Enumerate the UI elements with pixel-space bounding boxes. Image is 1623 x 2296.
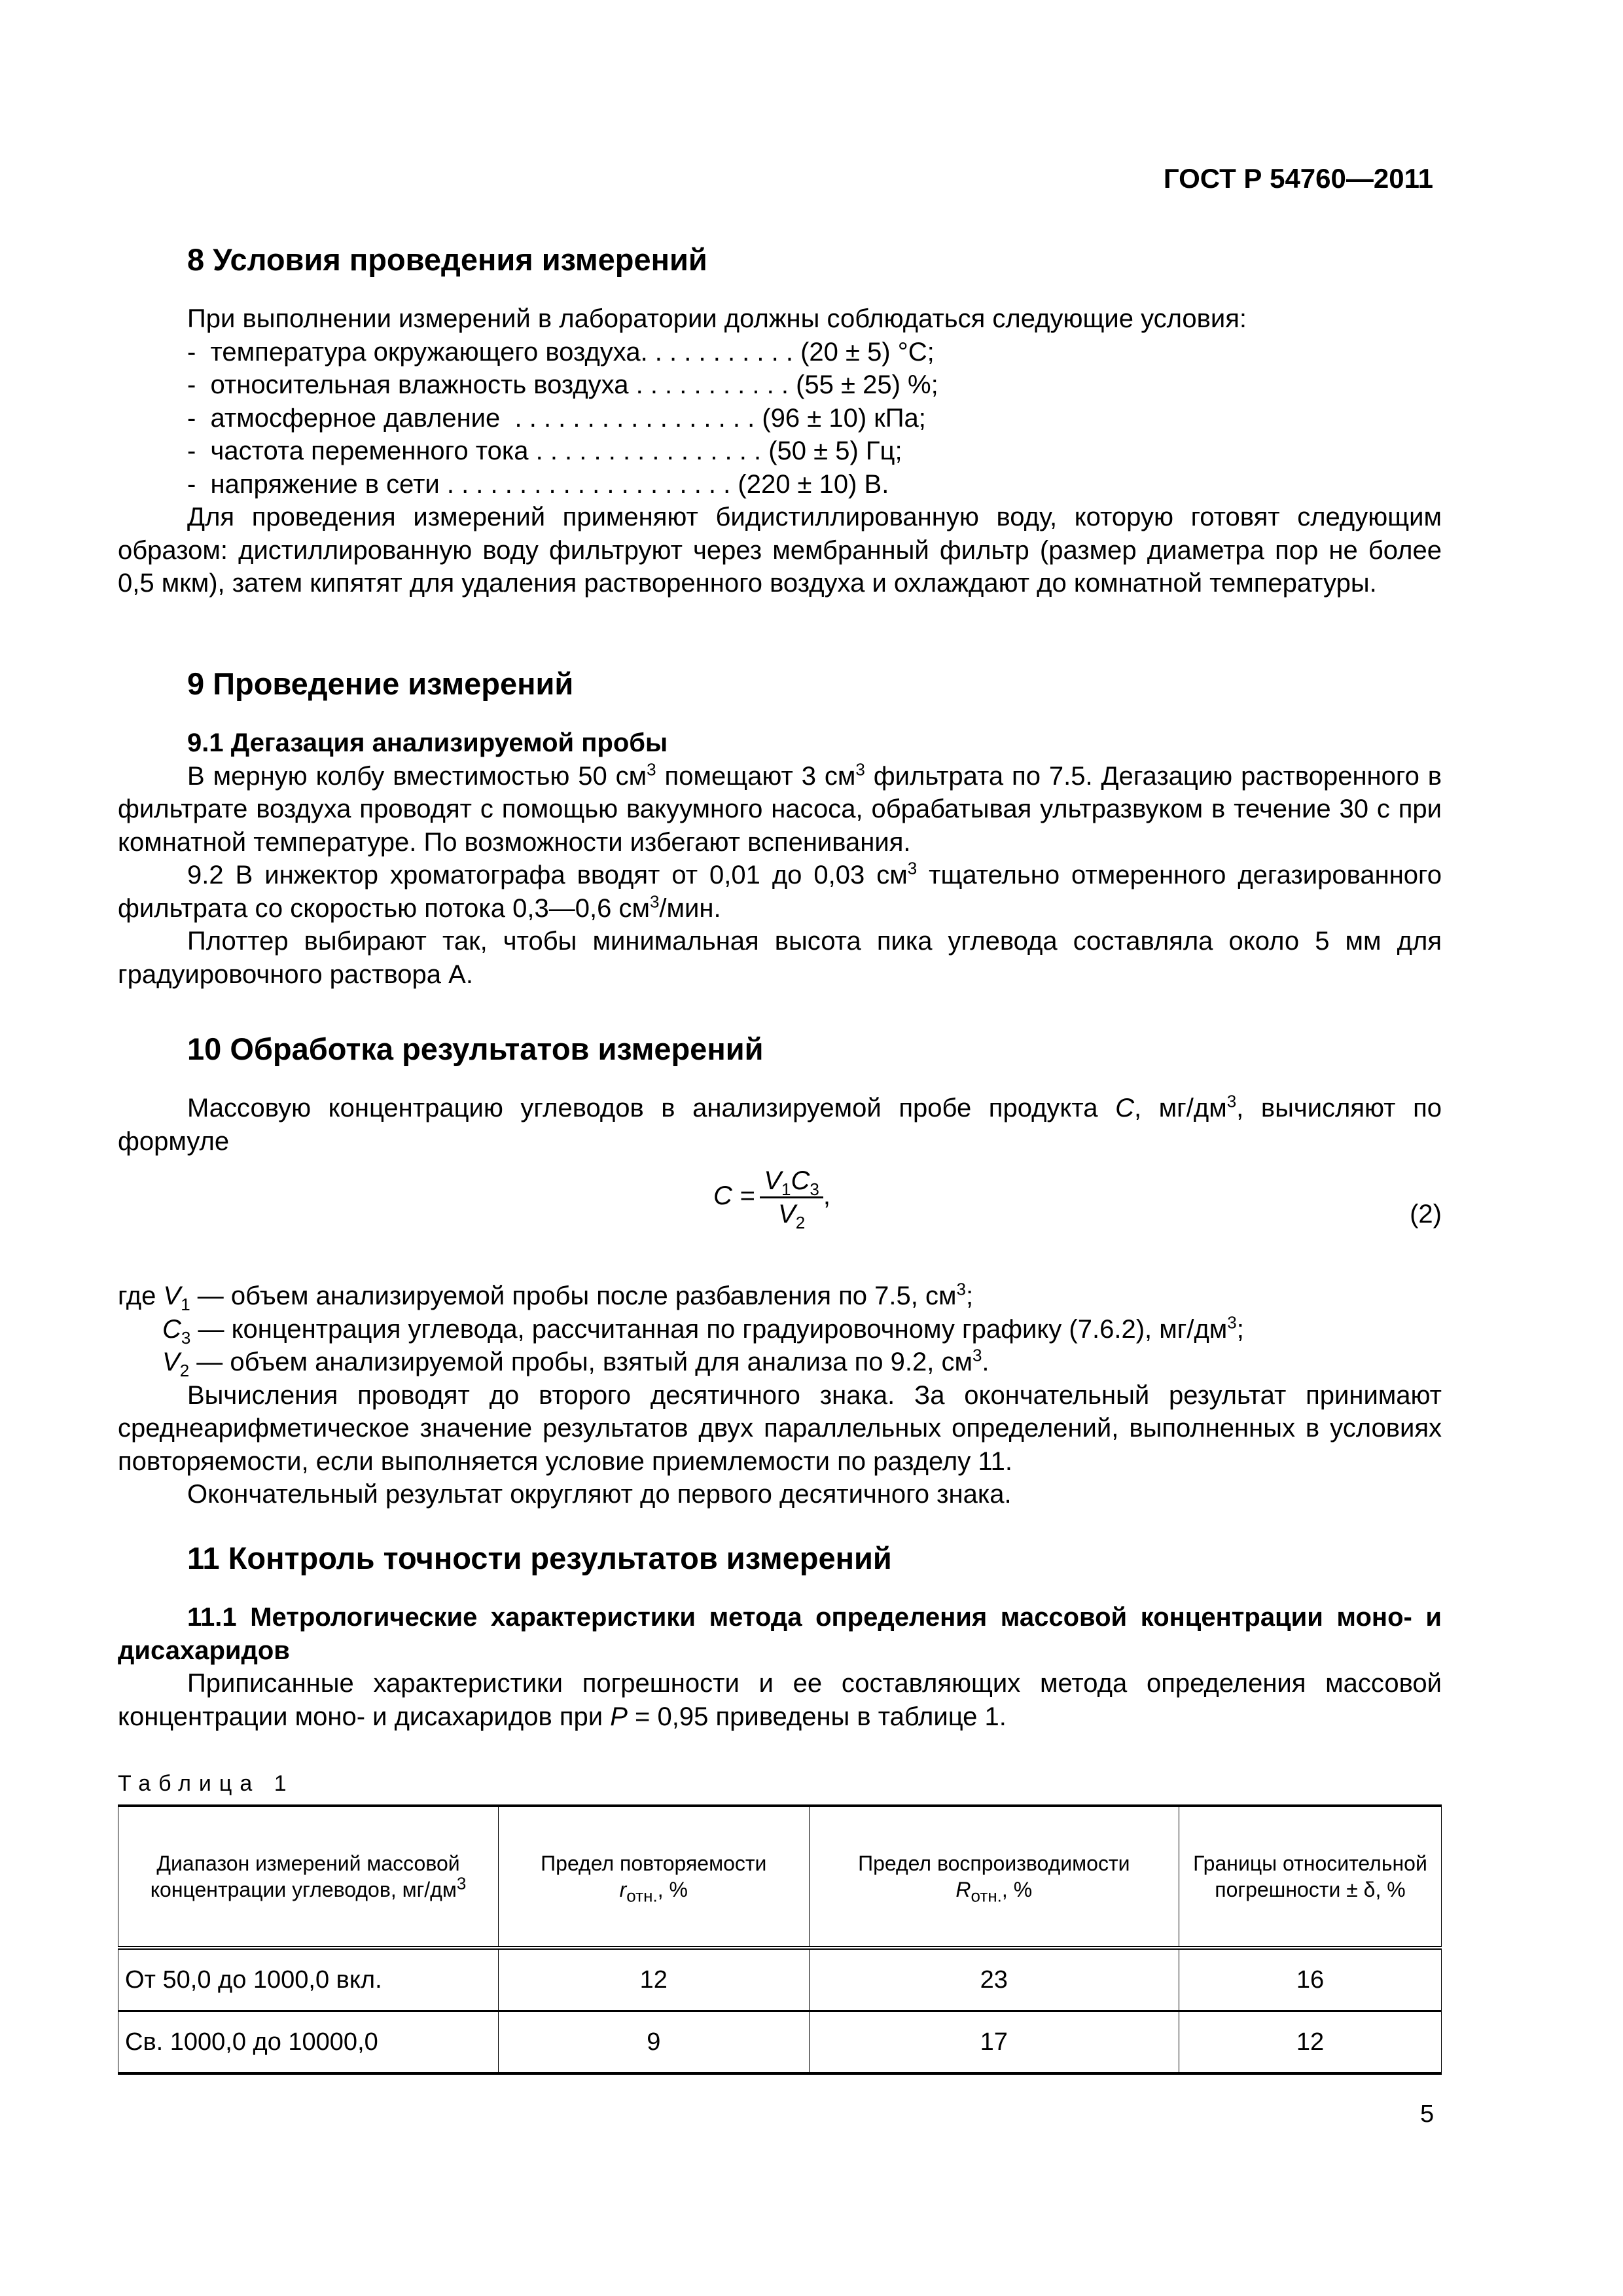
- subsection-title: 11.1 Метрологические характеристики метода определения массовой концентрации моно- и дисахаридов: [118, 1603, 1442, 1665]
- column-header: Предел повторяемости $r_{отн.}$, %: [499, 1806, 810, 1948]
- variable-definition: $C_3$ — концентрация углевода, рассчитанная по градуировочному графику (7.6.2), $мг/дм^3$;: [162, 1312, 1244, 1348]
- intro: При выполнении измерений в лаборатории должны соблюдаться следующие условия:: [187, 304, 1247, 333]
- table-cell: 12: [499, 1948, 810, 2011]
- table-cell: От 50,0 до 1000,0 вкл.: [118, 1948, 499, 2011]
- table-cell: 16: [1179, 1948, 1442, 2011]
- paragraph: Массовую концентрацию углеводов в анализируемой пробе продукта С, $мг/дм^3$, вычисляют по формуле: [118, 1091, 1442, 1156]
- paragraph: В мерную колбу вместимостью 50 $см^3$ помещают 3 $см^3$ фильтрата по 7.5. Дегазацию растворенного в фильтрате воздуха проводят с помощью вакуумного насоса, обрабатывая ультразвуком в течение 30 с при комнатной температуре. По возможности избегают вспенивания.: [118, 759, 1442, 857]
- table-cell: 23: [809, 1948, 1179, 2011]
- paragraph: Приписанные характеристики погрешности и ее составляющих метода определения массовой концентрации моно- и дисахаридов при Р = 0,95 приведены в таблице 1.: [118, 1669, 1442, 1731]
- section-9-body: [118, 726, 1442, 991]
- section-10-intro: [118, 1092, 1442, 1158]
- table-cell: Св. 1000,0 до 10000,0: [118, 2011, 499, 2074]
- table-cell: 17: [809, 2011, 1179, 2074]
- section-10-title: 10 Обработка результатов измерений: [187, 1031, 764, 1066]
- variable-definition: где $V_1$ — объем анализируемой пробы после разбавления по 7.5, $см^3$;: [118, 1279, 974, 1314]
- page-number: 5: [1420, 2100, 1435, 2128]
- section-9-title: 9 Проведение измерений: [187, 666, 574, 701]
- document-header: ГОСТ Р 54760—2011: [1163, 163, 1433, 194]
- equation-number: (2): [1410, 1200, 1442, 1229]
- paragraph: Вычисления проводят до второго десятичного знака. За окончательный результат принимают среднеарифметическое значение результатов двух параллельных определений, выполненных в условиях повторяемости, если выполняется условие приемлемости по разделу 11.: [118, 1380, 1442, 1476]
- condition-item: - частота переменного тока . . . . . . . . . . . . . . . . (50 ± 5) Гц;: [187, 437, 902, 465]
- data-table: [118, 1804, 1442, 2075]
- subsection-title: 9.1 Дегазация анализируемой пробы: [187, 728, 668, 757]
- column-header: Предел воспроизводимости $R_{отн.}$, %: [809, 1806, 1179, 1948]
- column-header: Границы относительной погрешности ± δ, %: [1179, 1806, 1442, 1948]
- paragraph: Для проведения измерений применяют бидистиллированную воду, которую готовят следующим образом: дистиллированную воду фильтруют через мембранный фильтр (размер диаметра пор не более 0,5 мкм), затем кипятят для удаления растворенного воздуха и охлаждают до комнатной температуры.: [118, 503, 1442, 598]
- section-11-title: 11 Контроль точности результатов измерений: [187, 1541, 892, 1575]
- condition-item: - относительная влажность воздуха . . . . . . . . . . . (55 ± 25) %;: [187, 370, 938, 399]
- column-header: Диапазон измерений массовой концентрации углеводов, $мг/дм^3$: [118, 1806, 499, 1948]
- table-row: [118, 2011, 1442, 2074]
- condition-item: - атмосферное давление . . . . . . . . . . . . . . . . . (96 ± 10) кПа;: [187, 403, 926, 433]
- paragraph: Плоттер выбирают так, чтобы минимальная высота пика углевода составляла около 5 мм для градуировочного раствора А.: [118, 927, 1442, 989]
- condition-item: - напряжение в сети . . . . . . . . . . . . . . . . . . . . (220 ± 10) В.: [187, 469, 889, 499]
- formula: C = $\frac{V_1C_3}{V_2}$ ,: [713, 1166, 830, 1232]
- section-11-body: [118, 1601, 1442, 1733]
- condition-item: - температура окружающего воздуха. . . . . . . . . . . (20 ± 5) °С;: [187, 337, 935, 367]
- section-8-body: [118, 302, 1442, 600]
- table-header-row: [118, 1806, 1442, 1948]
- table-row: [118, 1948, 1442, 2011]
- table-cell: 9: [499, 2011, 810, 2074]
- table-caption: Таблица 1: [118, 1771, 294, 1796]
- paragraph: Окончательный результат округляют до первого десятичного знака.: [187, 1480, 1012, 1509]
- table-cell: 12: [1179, 2011, 1442, 2074]
- variable-definition: $V_2$ — объем анализируемой пробы, взятый для анализа по 9.2, $см^3$.: [162, 1345, 990, 1380]
- section-10-body: [118, 1280, 1442, 1511]
- section-8-title: 8 Условия проведения измерений: [187, 242, 707, 277]
- paragraph: 9.2 В инжектор хроматографа вводят от 0,01 до 0,03 $см^3$ тщательно отмеренного дегазированного фильтрата со скоростью потока 0,3—0,6 $см^3$/мин.: [118, 858, 1442, 923]
